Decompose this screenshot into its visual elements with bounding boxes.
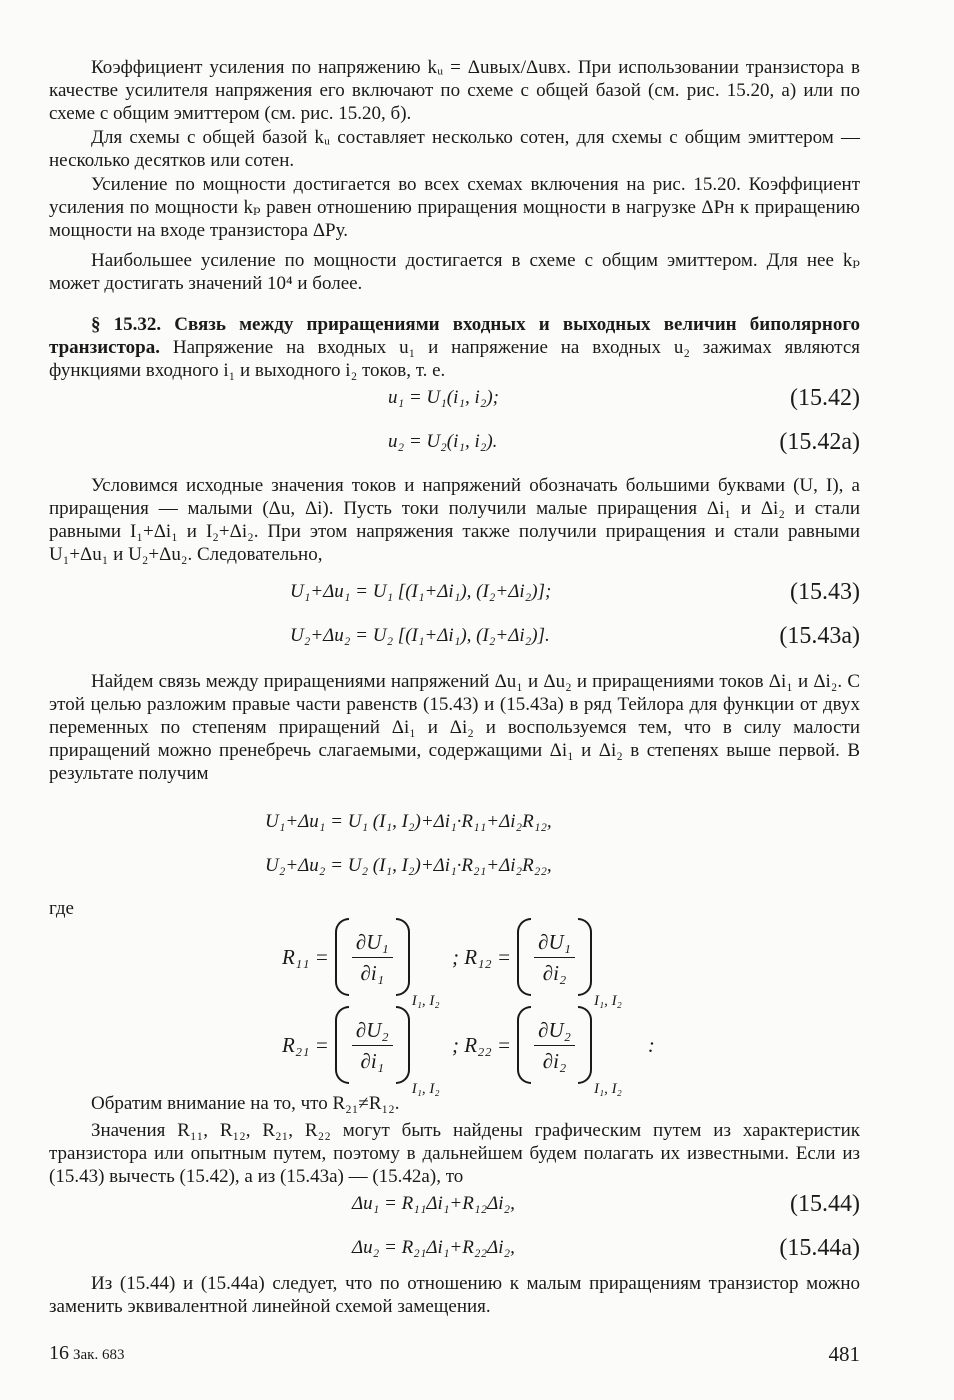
equation-expansion-2: U₂+Δu₂ = U₂ (I₁, I₂)+Δi₁·R₂₁+Δi₂R₂₂, xyxy=(265,855,552,876)
derivative-r12 xyxy=(452,918,622,1009)
equation-number-15-43: (15.43) xyxy=(790,579,860,605)
subscript: I₁, I₂ xyxy=(593,993,622,1009)
paragraph-values: Значения R₁₁, R₁₂, R₂₁, R₂₂ могут быть найдены графическим путем из характеристик транзистора или опытным путем, поэтому в дальнейшем будем полагать их известными. Если из (15.43) вычесть (15.42), а из (15.43а) — (15.42а), то xyxy=(49,1120,860,1187)
section-intro: Напряжение на входных u₁ и напряжение на входных u₂ зажимах являются функциями входного i₁ и выходного i₂ токов, т. е. xyxy=(49,337,861,381)
denominator: ∂i₁ xyxy=(360,960,385,985)
paragraph-notation: Условимся исходные значения токов и напряжений обозначать большими буквами (U, I), а приращения — малыми (Δu, Δi). Пусть токи получили малые приращения Δi₁ и Δi₂ и стали равными I₁+Δi₁ и I₂+Δi₂. При этом напряжения также получили приращения и стали равными U₁+Δu₁ и U₂+Δu₂. Следовательно, xyxy=(49,475,860,565)
denominator: ∂i₂ xyxy=(542,1048,567,1073)
equation-15-43: U₁+Δu₁ = U₁ [(I₁+Δi₁), (I₂+Δi₂)]; xyxy=(290,581,552,602)
subscript: I₁, I₂ xyxy=(593,1081,622,1097)
paragraph-max-gain: Наибольшее усиление по мощности достигается в схеме с общим эмиттером. Для нее kₚ может достигать значений 10⁴ и более. xyxy=(49,250,860,294)
paragraph-gain-voltage: Коэффициент усиления по напряжению kᵤ = Δuвых/Δuвх. При использовании транзистора в качестве усилителя напряжения его включают по схеме с общей базой (см. рис. 15.20, а) или по схеме с общим эмиттером (см. рис. 15.20, б). xyxy=(49,57,860,124)
equation-number-15-42a: (15.42a) xyxy=(779,429,860,455)
paragraph-conclusion: Из (15.44) и (15.44а) следует, что по отношению к малым приращениям транзистор можно заменить эквивалентной линейной схемой замещения. xyxy=(49,1273,860,1317)
denominator: ∂i₂ xyxy=(542,960,567,985)
subscript: I₁, I₂ xyxy=(411,1081,440,1097)
right-paren xyxy=(396,1006,410,1084)
r22-label: ; R₂₂ = xyxy=(452,1032,512,1057)
fraction xyxy=(534,929,575,986)
equation-number-15-43a: (15.43a) xyxy=(779,623,860,649)
paragraph-taylor: Найдем связь между приращениями напряжений Δu₁ и Δu₂ и приращениями токов Δi₁ и Δi₂. С этой целью разложим правые части равенств (15.43) и (15.43а) в ряд Тейлора для функции от двух переменных по степеням приращений Δi₁ и Δi₂ и воспользуемся тем, что в силу малости приращений можно пренебречь слагаемыми, содержащими Δi₁ и Δi₂ в степенях выше первой. В результате получим xyxy=(49,671,860,784)
equation-15-44a: Δu₂ = R₂₁Δi₁+R₂₂Δi₂, xyxy=(352,1237,515,1258)
order-number: Зак. 683 xyxy=(73,1347,125,1363)
equation-15-42: u₁ = U₁(i₁, i₂); xyxy=(388,387,500,408)
tail-mark: : xyxy=(647,1032,655,1057)
paragraph-note: Обратим внимание на то, что R₂₁≠R₁₂. xyxy=(91,1093,400,1114)
derivative-r22 xyxy=(452,1006,655,1097)
equation-number-15-44: (15.44) xyxy=(790,1191,860,1217)
numerator: ∂U₁ xyxy=(534,929,575,958)
right-paren xyxy=(578,918,592,996)
fraction xyxy=(352,1017,393,1074)
fraction xyxy=(534,1017,575,1074)
left-paren xyxy=(335,918,349,996)
derivative-r21 xyxy=(282,1006,440,1097)
r12-label: ; R₁₂ = xyxy=(452,944,512,969)
section-15-32 xyxy=(49,313,860,382)
numerator: ∂U₁ xyxy=(352,929,393,958)
equation-15-42a: u₂ = U₂(i₁, i₂). xyxy=(388,431,498,452)
equation-15-44: Δu₁ = R₁₁Δi₁+R₁₂Δi₂, xyxy=(352,1193,515,1214)
footer-sheet-mark xyxy=(49,1342,124,1365)
where-label: где xyxy=(49,898,74,919)
section-title: § 15.32. Связь между приращениями входных и выходных величин биполярного транзистора. xyxy=(49,314,860,358)
r11-label: R₁₁ = xyxy=(282,944,329,969)
right-paren xyxy=(578,1006,592,1084)
left-paren xyxy=(517,918,531,996)
equation-number-15-44a: (15.44a) xyxy=(779,1235,860,1261)
denominator: ∂i₁ xyxy=(360,1048,385,1073)
numerator: ∂U₂ xyxy=(352,1017,393,1046)
right-paren xyxy=(396,918,410,996)
equation-number-15-42: (15.42) xyxy=(790,385,860,411)
fraction xyxy=(352,929,393,986)
left-paren xyxy=(335,1006,349,1084)
numerator: ∂U₂ xyxy=(534,1017,575,1046)
equation-15-43a: U₂+Δu₂ = U₂ [(I₁+Δi₁), (I₂+Δi₂)]. xyxy=(290,625,550,646)
equation-expansion-1: U₁+Δu₁ = U₁ (I₁, I₂)+Δi₁·R₁₁+Δi₂R₁₂, xyxy=(265,811,552,832)
left-paren xyxy=(517,1006,531,1084)
r21-label: R₂₁ = xyxy=(282,1032,329,1057)
paragraph-power-gain: Усиление по мощности достигается во всех схемах включения на рис. 15.20. Коэффициент усиления по мощности kₚ равен отношению приращения мощности в нагрузке ΔPн к приращению мощности на входе транзистора ΔPу. xyxy=(49,174,860,241)
paragraph-common-base: Для схемы с общей базой kᵤ составляет несколько сотен, для схемы с общим эмиттером — несколько десятков или сотен. xyxy=(49,127,860,171)
derivative-r11 xyxy=(282,918,440,1009)
page-number: 481 xyxy=(828,1342,860,1366)
subscript: I₁, I₂ xyxy=(411,993,440,1009)
sheet-number: 16 xyxy=(49,1342,69,1364)
